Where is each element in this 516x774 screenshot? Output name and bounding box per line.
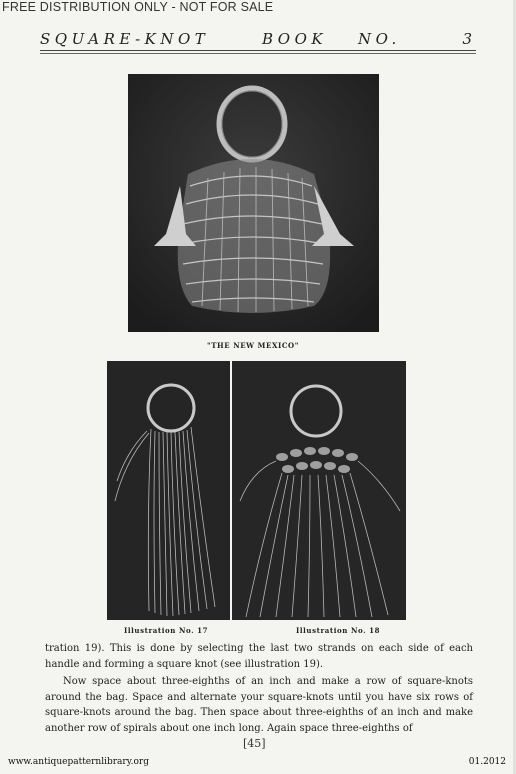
page-number: [45] <box>243 737 266 750</box>
illustration-17-photo <box>107 361 230 620</box>
header-title: SQUARE-KNOT <box>40 30 210 48</box>
footer-site: www.antiquepatternlibrary.org <box>8 757 149 767</box>
main-photo-caption: "THE NEW MEXICO" <box>207 341 299 350</box>
header-rule <box>40 50 476 51</box>
running-header <box>40 30 472 50</box>
header-number: 3 <box>462 30 472 48</box>
header-book: BOOK <box>262 30 328 48</box>
bag-illustration <box>128 74 379 332</box>
illustration-18-photo <box>232 361 406 620</box>
ring-with-knots-18 <box>232 361 406 620</box>
paragraph-1: tration 19). This is done by selecting the last two strands on each side of each handle and forming a square knot (see illustration 19). <box>45 643 473 670</box>
main-photo <box>128 74 379 332</box>
ring-with-strands-17 <box>107 361 230 620</box>
illustration-18-caption: Illustration No. 18 <box>296 626 381 635</box>
header-rule-double <box>40 53 476 54</box>
footer-date: 01.2012 <box>468 757 506 767</box>
header-no: NO. <box>358 30 401 48</box>
paragraph-2: Now space about three-eighths of an inch and make a row of square-knots around the bag. Space and alternate your square-knots until you have six rows of square-knots around the bag. Then space about three-eighths of an inch and make another row of spirals about one inch long. Again space three-eighths of <box>45 676 473 734</box>
illustration-17-caption: Illustration No. 17 <box>124 626 209 635</box>
body-text <box>45 641 473 736</box>
watermark-text: FREE DISTRIBUTION ONLY - NOT FOR SALE <box>2 0 274 14</box>
